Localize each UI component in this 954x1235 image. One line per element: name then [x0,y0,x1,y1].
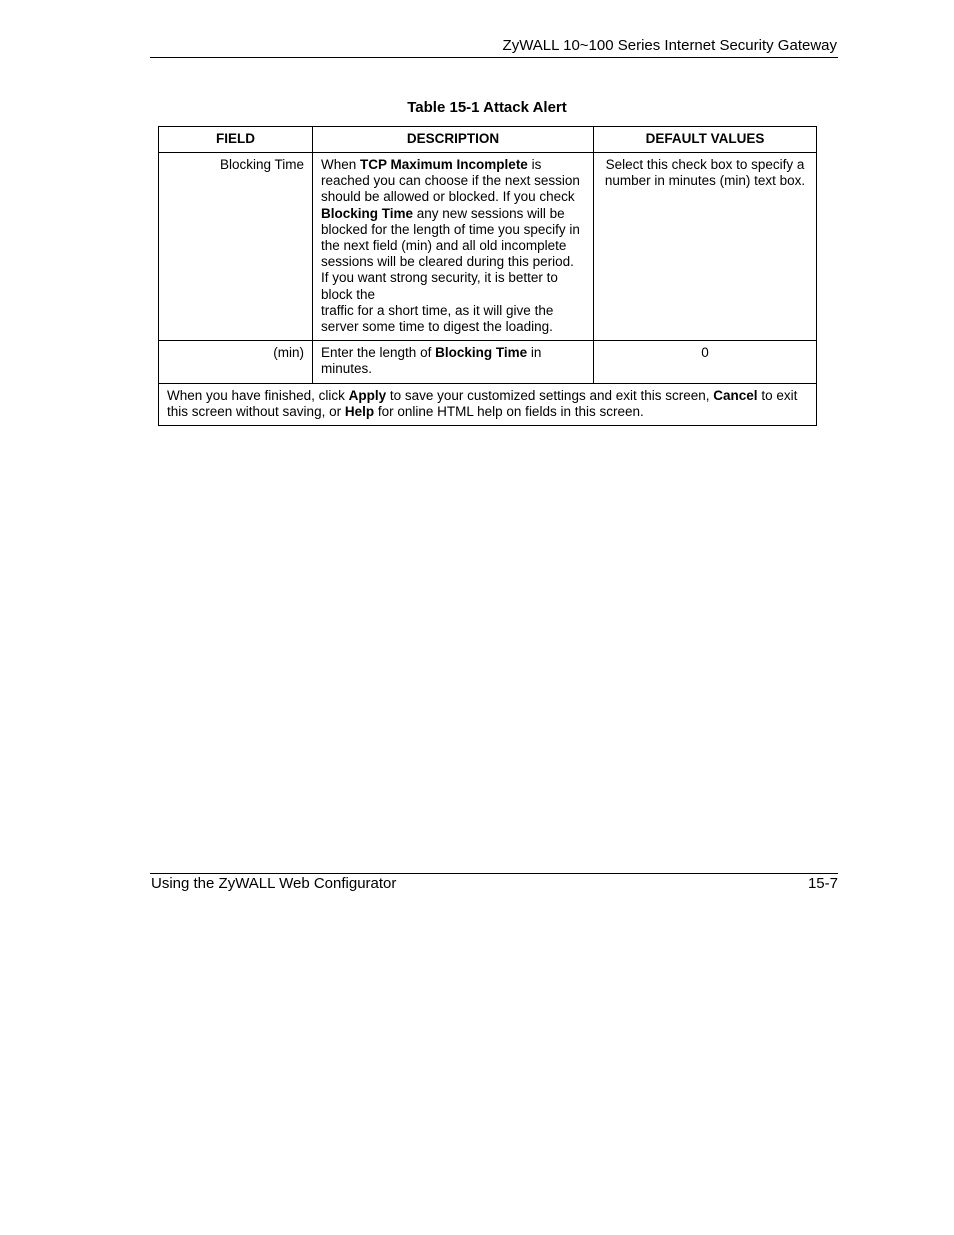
table-caption: Table 15-1 Attack Alert [407,99,567,116]
table-row [159,341,817,383]
footer-divider [150,873,838,874]
note-text: to save your customized settings and exit this screen, [386,387,714,403]
default-cell-blocking-time: Select this check box to specify a number in minutes (min) text box. [594,153,817,341]
footer-page-number: 15-7 [807,875,838,892]
description-bold-term: TCP Maximum Incomplete [360,157,528,172]
header-divider [150,57,838,58]
note-text: to exit this screen without saving, or [167,387,798,419]
description-text: Enter the length of [321,345,436,361]
column-header-description: DESCRIPTION [313,127,594,153]
default-cell-min: 0 [594,341,817,383]
note-text: for online HTML help on fields in this screen. [374,403,644,419]
table-note-cell [159,383,817,425]
description-bold-term: Blocking Time [321,205,414,221]
description-bold-term: Blocking Time [435,345,528,361]
running-header-title: ZyWALL 10~100 Series Internet Security Gateway [502,37,837,54]
field-cell-blocking-time: Blocking Time [159,153,313,341]
attack-alert-table [158,126,817,426]
table-row [159,153,817,341]
description-text: is reached you can choose if the next session should be allowed or blocked. If you check [321,157,580,205]
note-bold-help: Help [344,403,375,419]
note-bold-apply: Apply [348,387,387,403]
column-header-field: FIELD [159,127,313,153]
description-text: any new sessions will be blocked for the length of time you specify in the next field (min) and all old incomplete sessions will be cleared during this period. If you want strong security, it is better to block the [321,205,580,302]
description-text: When [321,157,361,172]
description-cell-min [313,341,594,383]
column-header-default-values: DEFAULT VALUES [594,127,817,153]
table-note-row [159,383,817,425]
footer-chapter-title: Using the ZyWALL Web Configurator [151,875,397,892]
description-text: traffic for a short time, as it will give the server some time to digest the loading. [321,302,554,335]
table-header-row [159,127,817,153]
note-text: When you have finished, click [167,387,349,403]
description-text: in minutes. [321,345,542,377]
note-bold-cancel: Cancel [713,387,758,403]
field-cell-min: (min) [159,341,313,383]
description-cell-blocking-time [313,153,594,341]
